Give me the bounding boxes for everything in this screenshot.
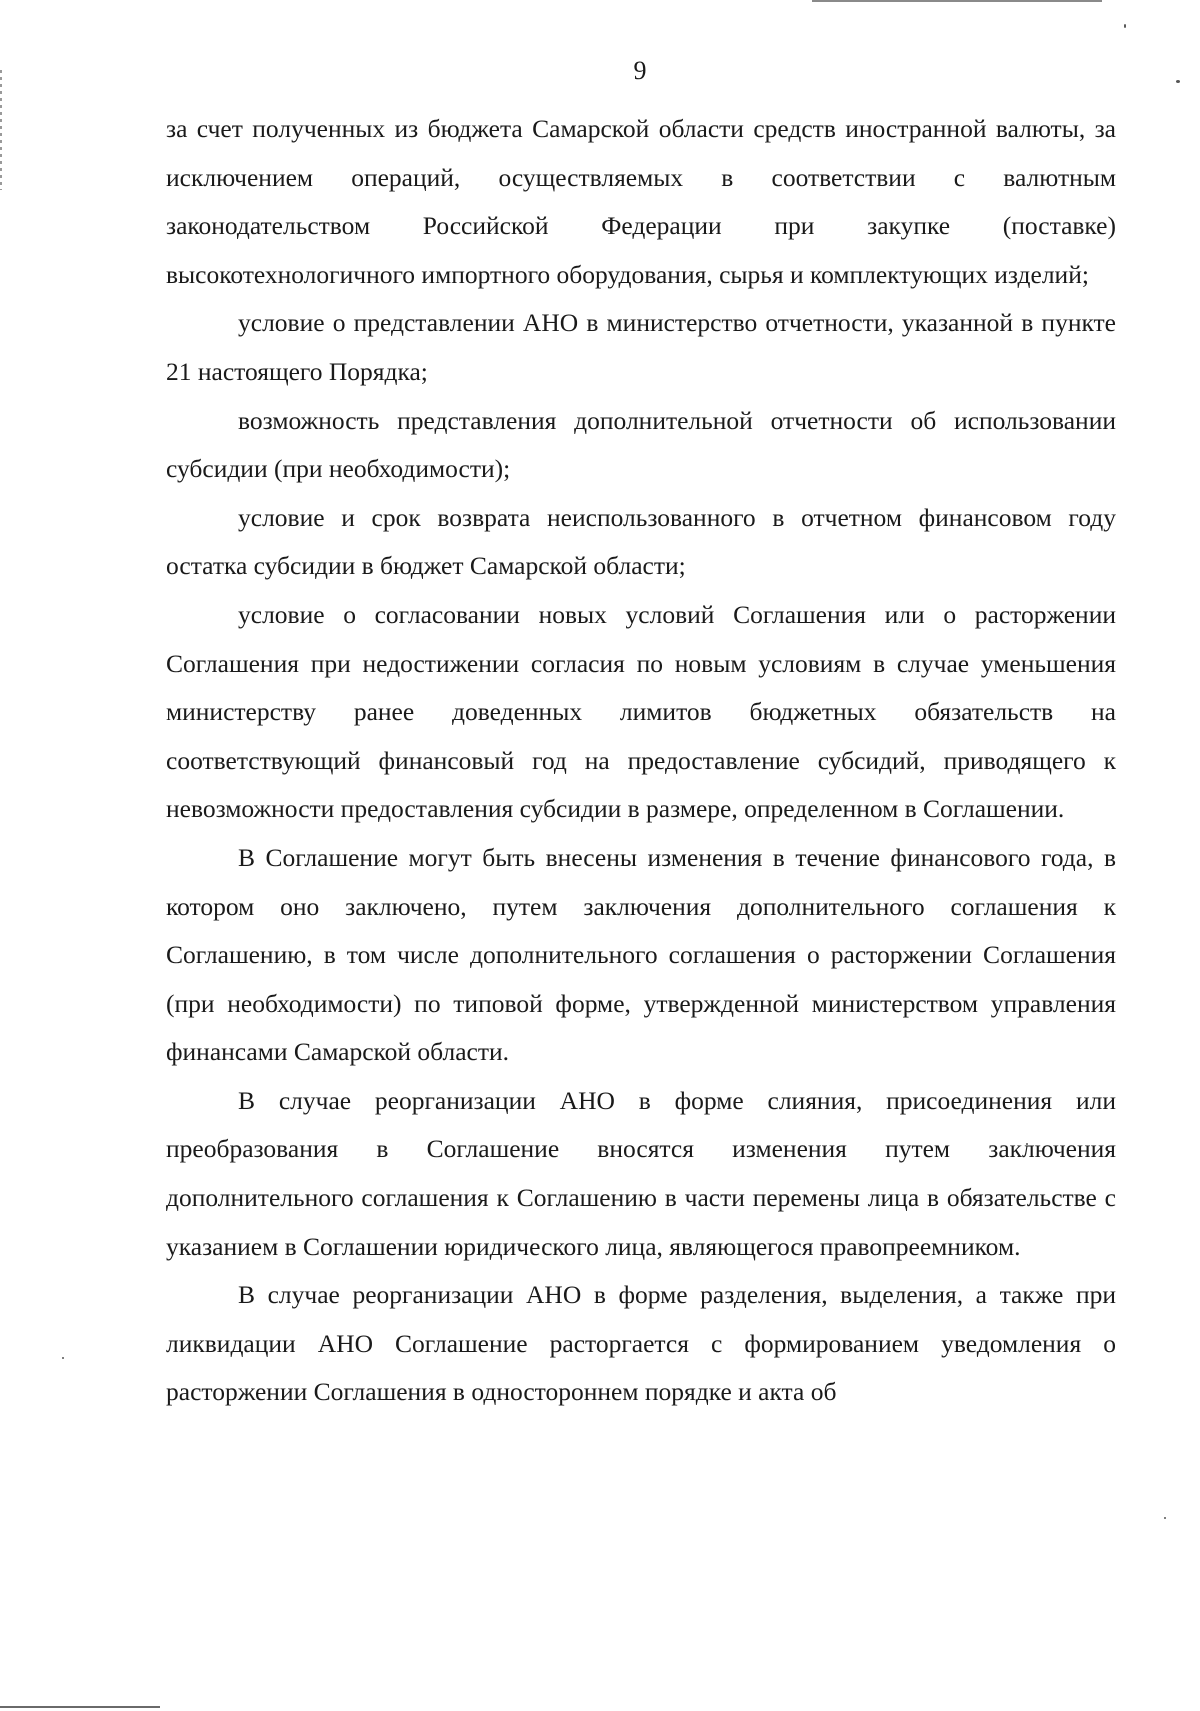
paragraph-new-conditions: условие о согласовании новых условий Соглашения или о расторжении Соглашения при недостижении согласия по новым условиям в случае уменьшения министерству ранее доведенных лимитов бюджетных обязательств на соответствующий финансовый год на предоставление субсидий, приводящего к невозможности предоставления субсидии в размере, определенном в Соглашении.: [166, 599, 1116, 824]
scan-speck: [62, 1357, 64, 1359]
paragraph-reorganization-merger: В случае реорганизации АНО в форме слияния, присоединения или преобразования в Соглашение вносятся изменения путем заключения дополнительного соглашения к Соглашению в части перемены лица в обязательстве с указанием в Соглашении юридического лица, являющегося правопреемником.: [166, 1085, 1116, 1261]
paragraph-continuation: за счет полученных из бюджета Самарской области средств иностранной валюты, за исключением операций, осуществляемых в соответствии с валютным законодательством Российской Федерации при закупке (поставке) высокотехнологичного импортного оборудования, сырья и комплектующих изделий;: [166, 114, 1116, 289]
paragraph-reorganization-division: В случае реорганизации АНО в форме разделения, выделения, а также при ликвидации АНО Соглашение расторгается с формированием уведомления о расторжении Соглашения в одностороннем порядке и акта об: [166, 1280, 1116, 1407]
paragraph-additional-reporting: возможность представления дополнительной отчетности об использовании субсидии (при необходимости);: [166, 405, 1116, 484]
scan-artifact-left-edge: [0, 70, 2, 190]
paragraph-amendments: В Соглашение могут быть внесены изменения в течение финансового года, в котором оно заключено, путем заключения дополнительного соглашения к Соглашению, в том числе дополнительного соглашения о расторжении Соглашения (при необходимости) по типовой форме, утвержденной министерством управления финансами Самарской области.: [166, 842, 1116, 1067]
paragraph-reporting-condition: условие о представлении АНО в министерство отчетности, указанной в пункте 21 настоящего Порядка;: [166, 308, 1116, 386]
scan-artifact-top-line: [812, 0, 1102, 2]
paragraph-return-condition: условие и срок возврата неиспользованного в отчетном финансовом году остатка субсидии в бюджет Самарской области;: [166, 502, 1116, 581]
page-number: 9: [633, 56, 647, 85]
scan-speck: [1164, 1517, 1166, 1519]
scan-speck: [1124, 24, 1126, 28]
scan-artifact-bottom-line: [0, 1706, 160, 1708]
document-body: [166, 105, 1116, 1417]
